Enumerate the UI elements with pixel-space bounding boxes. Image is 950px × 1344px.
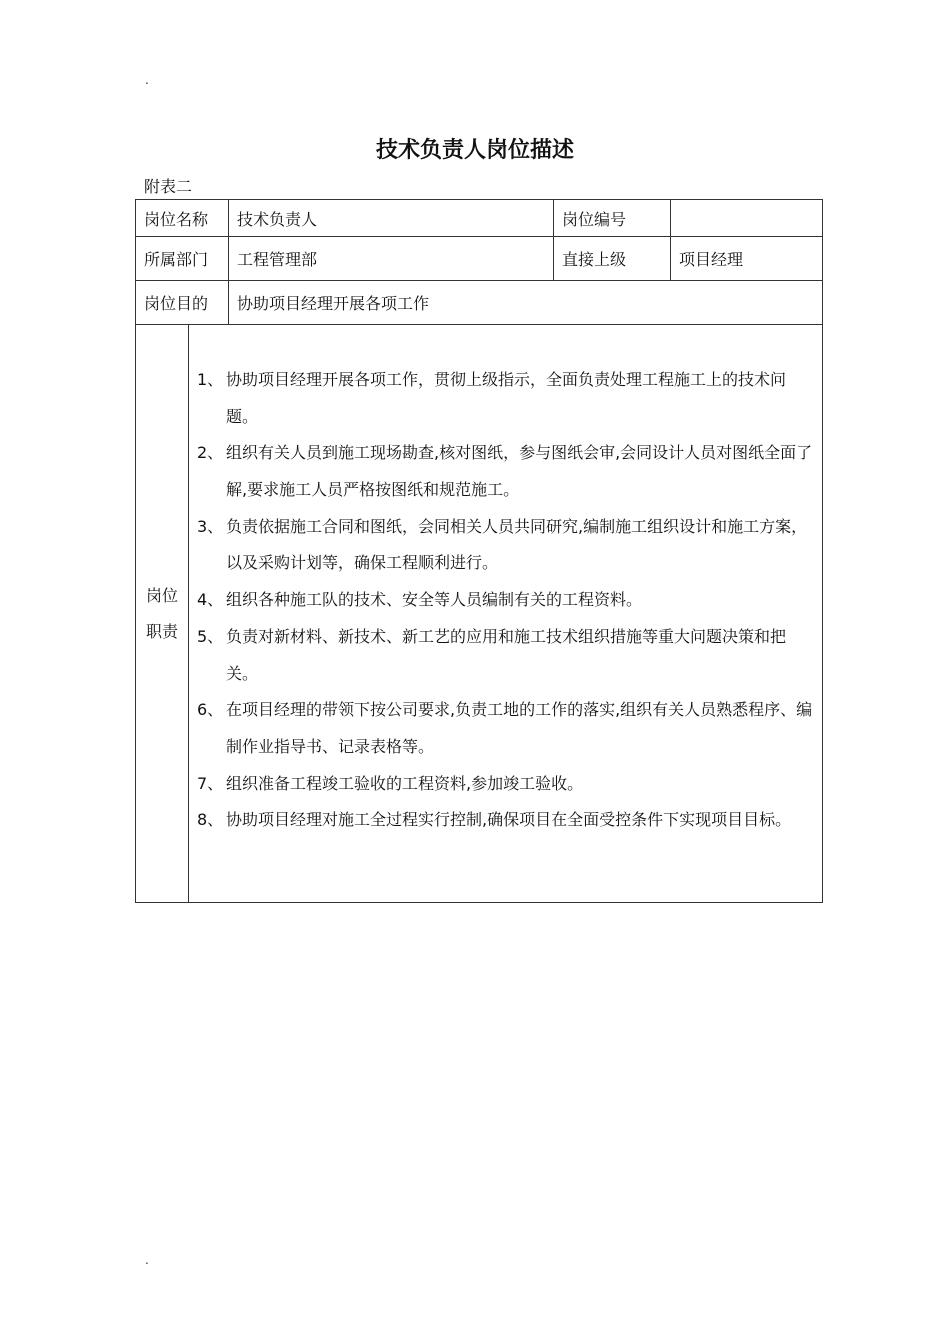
duties-label-line2: 职责 xyxy=(145,621,178,641)
duty-item-3 xyxy=(195,509,816,582)
duties-list xyxy=(195,362,816,839)
table-row xyxy=(136,281,823,325)
duty-number: 6、 xyxy=(197,700,224,720)
page-mark-bottom: . xyxy=(145,1253,149,1267)
annex-label: 附表二 xyxy=(144,177,193,196)
duty-number: 2、 xyxy=(197,443,224,463)
table-row xyxy=(136,200,823,237)
duty-item-6 xyxy=(195,692,816,765)
duties-label-line1: 岗位 xyxy=(145,585,178,605)
duty-item-1 xyxy=(195,362,816,435)
duty-text: 组织准备工程竣工验收的工程资料,参加竣工验收。 xyxy=(226,773,584,793)
duty-number: 8、 xyxy=(197,810,224,830)
job-description-table xyxy=(135,199,823,903)
duty-text: 负责对新材料、新技术、新工艺的应用和施工技术组织措施等重大问题决策和把关。 xyxy=(226,626,787,683)
duties-cell xyxy=(189,325,823,903)
supervisor-label: 直接上级 xyxy=(554,237,671,281)
duty-text: 协助项目经理对施工全过程实行控制,确保项目在全面受控条件下实现项目目标。 xyxy=(226,810,792,830)
duty-text: 协助项目经理开展各项工作，贯彻上级指示，全面负责处理工程施工上的技术问题。 xyxy=(226,369,787,426)
duty-text: 组织各种施工队的技术、安全等人员编制有关的工程资料。 xyxy=(226,590,643,610)
duty-item-5 xyxy=(195,619,816,692)
duty-number: 5、 xyxy=(197,626,224,646)
duty-item-4 xyxy=(195,582,816,619)
duty-item-7 xyxy=(195,766,816,803)
supervisor-value: 项目经理 xyxy=(671,237,823,281)
position-code-value xyxy=(671,200,823,237)
duty-item-8 xyxy=(195,802,816,839)
purpose-label: 岗位目的 xyxy=(136,281,229,325)
duty-number: 4、 xyxy=(197,590,224,610)
table-row xyxy=(136,237,823,281)
table-row xyxy=(136,325,823,903)
position-name-label: 岗位名称 xyxy=(136,200,229,237)
duty-item-2 xyxy=(195,435,816,508)
duty-number: 7、 xyxy=(197,773,224,793)
page-mark-top: . xyxy=(145,73,149,87)
duty-text: 在项目经理的带领下按公司要求,负责工地的工作的落实,组织有关人员熟悉程序、编制作业指导书、记录表格等。 xyxy=(226,700,813,756)
position-name-value: 技术负责人 xyxy=(229,200,554,237)
document-title: 技术负责人岗位描述 xyxy=(375,138,574,163)
duty-number: 3、 xyxy=(197,516,224,536)
duty-number: 1、 xyxy=(197,369,224,389)
duty-text: 组织有关人员到施工现场勘查,核对图纸，参与图纸会审,会同设计人员对图纸全面了解,要求施工人员严格按图纸和规范施工。 xyxy=(226,443,813,500)
department-value: 工程管理部 xyxy=(229,237,554,281)
duty-text: 负责依据施工合同和图纸，会同相关人员共同研究,编制施工组织设计和施工方案，以及采购计划等，确保工程顺利进行。 xyxy=(226,516,808,573)
department-label: 所属部门 xyxy=(136,237,229,281)
position-code-label: 岗位编号 xyxy=(554,200,671,237)
purpose-value: 协助项目经理开展各项工作 xyxy=(229,281,823,325)
duties-label xyxy=(136,325,189,903)
